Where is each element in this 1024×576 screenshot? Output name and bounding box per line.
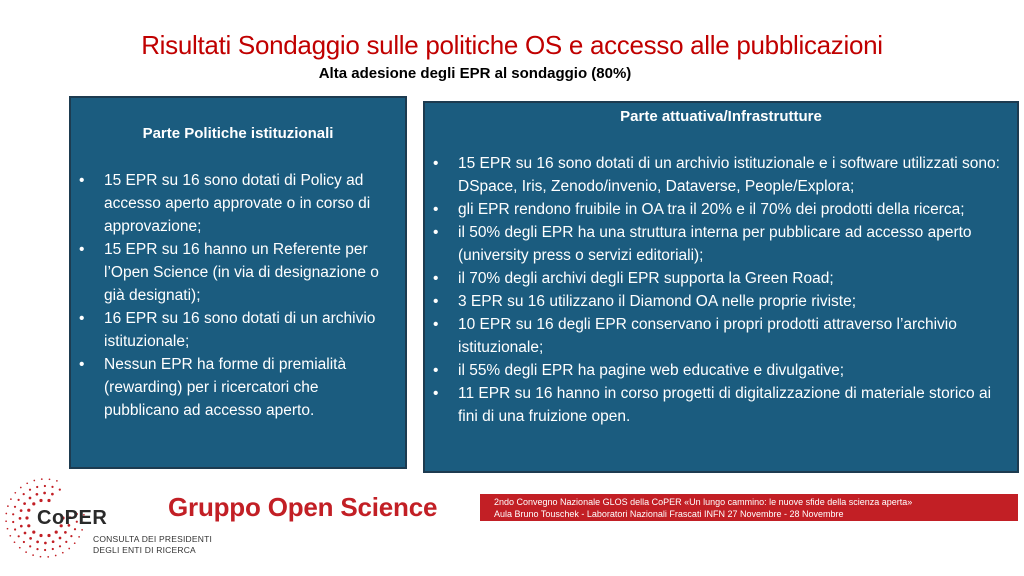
logo-dot [47,534,50,537]
policy-panel [69,96,407,469]
list-item [433,198,1007,221]
logo-dot [7,505,9,507]
logo-dot [32,531,35,534]
logo-dot [14,492,16,494]
banner-title-block [160,494,480,521]
logo-dot [74,542,76,544]
logo-dot [26,482,28,484]
list-item-text: il 70% degli archivi degli EPR supporta la Green Road; [458,270,834,287]
list-item-text: 11 EPR su 16 hanno in corso progetti di digitalizzazione di materiale storico ai fini di una fruizione open. [458,385,992,425]
event-banner [160,494,1018,521]
logo-dot [33,480,35,482]
list-item [79,238,395,307]
logo-dot [32,502,35,505]
logo-dot [12,513,14,515]
bullet-icon: • [79,241,85,258]
banner-event-line: 2ndo Convegno Nazionale GLOS della CoPER «Un lungo cammino: le nuove sfide della scienza aperta» [494,497,913,507]
logo-dot [10,498,12,500]
logo-dot [49,478,51,480]
logo-dot [14,528,16,530]
infrastructure-list [433,152,1007,428]
list-item-text: il 50% degli EPR ha una struttura interna per pubblicare ad accesso aperto (university press o servizi editoriali); [458,224,972,264]
logo-dot [39,499,42,502]
logo-dot [20,509,23,512]
logo-dot [24,532,27,535]
bullet-icon: • [433,293,439,310]
list-item-text: 3 EPR su 16 utilizzano il Diamond OA nelle proprie riviste; [458,293,857,310]
bullet-icon: • [433,270,439,287]
list-item-text: 15 EPR su 16 hanno un Referente per l’Open Science (in via di designazione o già designati); [104,241,379,304]
bullet-icon: • [433,224,439,241]
logo-dot [65,541,67,543]
list-item [433,382,1007,428]
coper-logo [5,470,213,576]
banner-title: Gruppo Open Science [168,492,438,522]
logo-dot [55,531,58,534]
list-item [433,152,1007,198]
list-item [79,353,395,422]
logo-dot [52,548,54,550]
logo-dot [19,517,22,520]
policy-list [79,169,395,422]
logo-dot [9,535,11,537]
bullet-icon: • [79,172,85,189]
logo-dot [27,509,30,512]
logo-dot [27,524,30,527]
logo-dot [14,541,16,543]
logo-dot [25,551,27,553]
list-item-text: 16 EPR su 16 sono dotati di un archivio istituzionale; [104,310,376,350]
logo-dot [29,537,32,540]
logo-dot [36,493,39,496]
logo-dot [19,547,21,549]
logo-dot [59,545,61,547]
logo-dot [25,516,28,519]
logo-dot [39,534,42,537]
logo-dot [5,513,7,515]
logo-dot [44,485,46,487]
list-item [433,221,1007,267]
logo-dot [44,549,46,551]
logo-dot [59,537,62,540]
logo-dot [29,497,32,500]
bullet-icon: • [79,356,85,373]
logo-dot [62,552,64,554]
coper-logo-subtitle-1: CONSULTA DEI PRESIDENTI [93,534,213,544]
list-item [79,169,395,238]
infrastructure-panel [423,101,1019,473]
list-item [433,313,1007,359]
logo-dot [23,493,25,495]
logo-dot [23,502,26,505]
logo-dot [36,548,38,550]
bullet-icon: • [433,316,439,333]
list-item-text: 15 EPR su 16 sono dotati di Policy ad accesso aperto approvate o in corso di approvazione; [104,172,371,235]
logo-dot [20,525,23,528]
banner-venue-line: Aula Bruno Touschek - Laboratori Nazionali Frascati INFN 27 Novembre - 28 Novembre [494,509,844,519]
logo-dot [23,541,25,543]
page-subtitle: Alta adesione degli EPR al sondaggio (80%) [318,65,632,82]
infrastructure-panel-heading: Parte attuativa/Infrastrutture [620,108,822,125]
logo-dot [14,506,16,508]
list-item-text: il 55% degli EPR ha pagine web educative e divulgative; [458,362,845,379]
logo-dot [29,489,31,491]
logo-dot [47,556,49,558]
list-item-text: 10 EPR su 16 degli EPR conservano i propri prodotti attraverso l’archivio istituzionale; [458,316,957,356]
bullet-icon: • [433,155,439,172]
logo-dot [56,480,58,482]
logo-dot [5,520,7,522]
bullet-icon: • [79,310,85,327]
logo-dot [52,540,55,543]
logo-dot [47,499,50,502]
logo-dot [64,531,67,534]
coper-logo-name: CoPER [37,507,108,529]
policy-panel-heading: Parte Politiche istituzionali [142,125,334,142]
logo-dot [68,548,70,550]
list-item-text: Nessun EPR ha forme di premialità (rewarding) per i ricercatori che pubblicano ad accesso aperto. [104,356,347,419]
logo-dot [7,528,9,530]
logo-dot [59,489,61,491]
logo-dot [18,499,20,501]
logo-dot [36,486,38,488]
logo-dot [44,542,47,545]
list-item [433,359,1007,382]
logo-dot [29,545,31,547]
logo-dot [20,487,22,489]
list-item-text: gli EPR rendono fruibile in OA tra il 20% e il 70% dei prodotti della ricerca; [458,201,965,218]
logo-dot [40,556,42,558]
logo-dot [18,535,20,537]
list-item-text: 15 EPR su 16 sono dotati di un archivio istituzionale e i software utilizzati sono: DSpace, Iris, Zenodo/invenio, Dataverse, People/Explora; [458,155,1000,195]
logo-dot [36,541,39,544]
logo-dot [51,486,53,488]
list-item [79,307,395,353]
logo-dot [43,492,46,495]
list-item [433,290,1007,313]
logo-dot [78,536,80,538]
logo-dot [12,521,14,523]
page-title: Risultati Sondaggio sulle politiche OS e accesso alle pubblicazioni [141,30,883,60]
logo-dot [32,554,34,556]
bullet-icon: • [433,385,439,402]
logo-dot [70,535,72,537]
logo-dot [51,493,54,496]
list-item [433,267,1007,290]
coper-logo-subtitle-2: DEGLI ENTI DI RICERCA [93,545,196,555]
bullet-icon: • [433,362,439,379]
bullet-icon: • [433,201,439,218]
logo-dot [55,555,57,557]
logo-dot [41,478,43,480]
